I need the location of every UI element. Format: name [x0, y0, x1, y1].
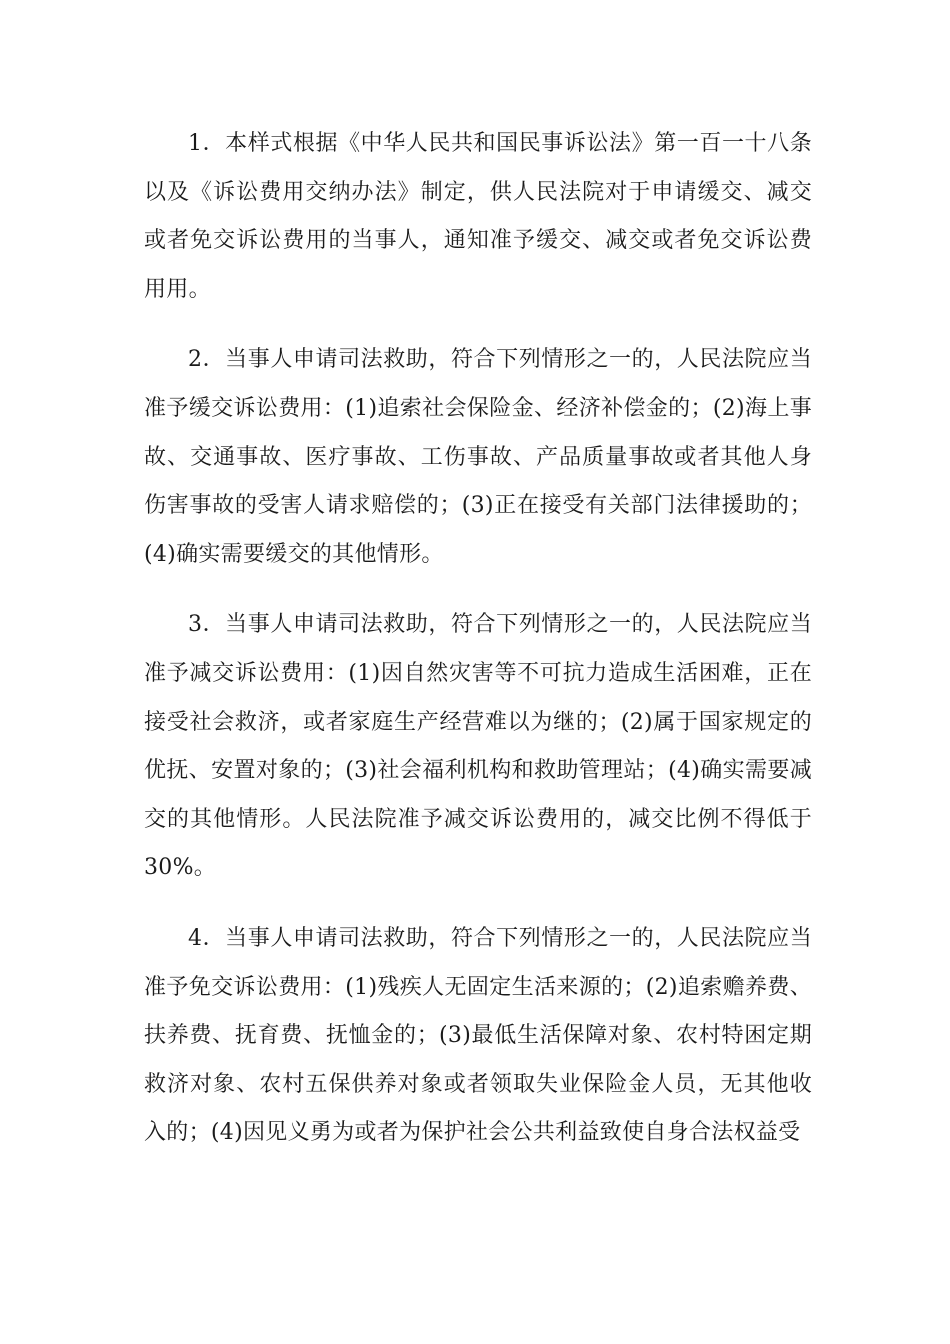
paragraph-3: 3．当事人申请司法救助，符合下列情形之一的，人民法院应当准予减交诉讼费用：(1)因自然灾害等不可抗力造成生活困难，正在接受社会救济，或者家庭生产经营难以为继的；(2)属于国家规定的优抚、安置对象的；(3)社会福利机构和救助管理站；(4)确实需要减交的其他情形。人民法院准予减交诉讼费用的，减交比例不得低于30%。: [144, 612, 812, 881]
paragraph-2: 2．当事人申请司法救助，符合下列情形之一的，人民法院应当准予缓交诉讼费用：(1)追索社会保险金、经济补偿金的；(2)海上事故、交通事故、医疗事故、工伤事故、产品质量事故或者其他人身伤害事故的受害人请求赔偿的；(3)正在接受有关部门法律援助的；(4)确实需要缓交的其他情形。: [144, 347, 812, 567]
paragraph-4: 4．当事人申请司法救助，符合下列情形之一的，人民法院应当准予免交诉讼费用：(1)残疾人无固定生活来源的；(2)追索赡养费、扶养费、抚育费、抚恤金的；(3)最低生活保障对象、农村特困定期救济对象、农村五保供养对象或者领取失业保险金人员，无其他收入的；(4)因见义勇为或者为保护社会公共利益致使自身合法权益受: [144, 925, 812, 1146]
document-body: [144, 120, 812, 1180]
paragraph-1: 1．本样式根据《中华人民共和国民事诉讼法》第一百一十八条以及《诉讼费用交纳办法》制定，供人民法院对于申请缓交、减交或者免交诉讼费用的当事人，通知准予缓交、减交或者免交诉讼费用用。: [144, 131, 812, 302]
